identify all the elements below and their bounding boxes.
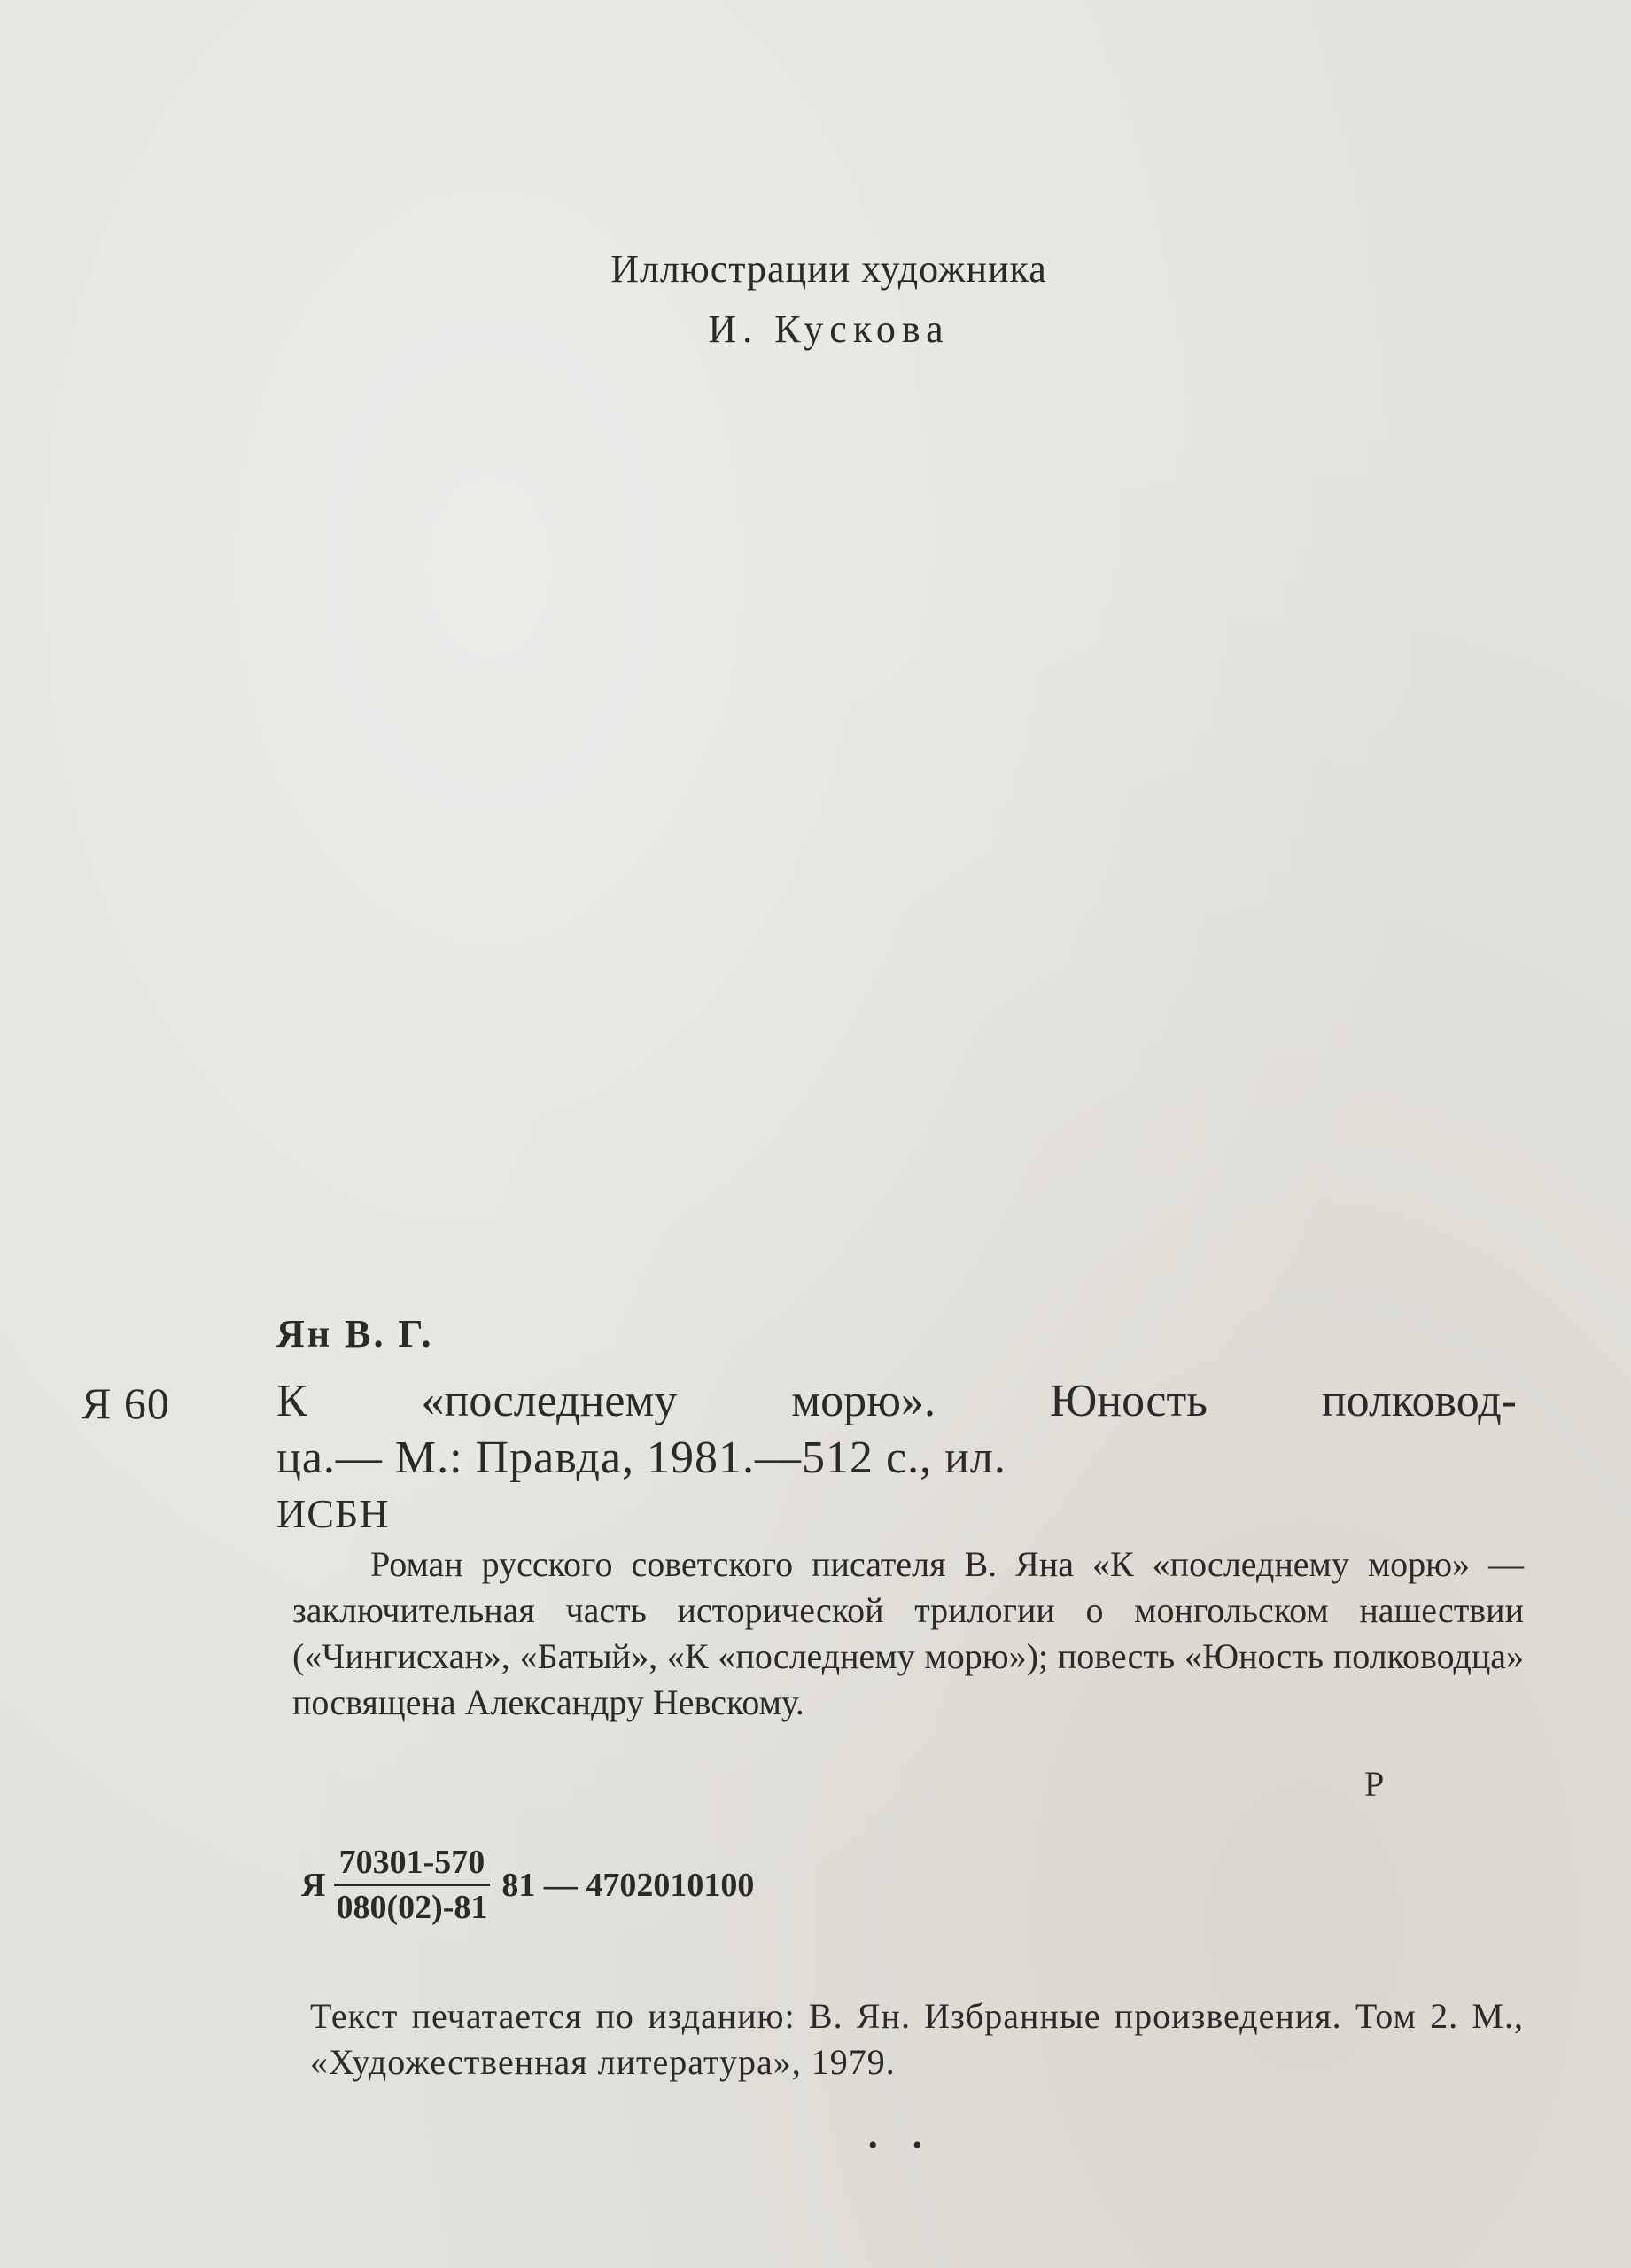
index-numerator: 70301-570 xyxy=(334,1843,491,1886)
classification-mark: Р xyxy=(1364,1764,1385,1804)
index-tail: 81 — 4702010100 xyxy=(501,1866,755,1904)
catalog-title-line2: ца.— М.: Правда, 1981.—512 с., ил. xyxy=(276,1433,1006,1483)
title-word: «последнему xyxy=(421,1376,678,1426)
isbn-label: ИСБН xyxy=(276,1491,390,1536)
catalog-author: Ян В. Г. xyxy=(276,1312,434,1355)
title-word: полковод- xyxy=(1321,1376,1517,1426)
publication-index-code xyxy=(301,1843,754,1927)
illustrator-line2: И. Кускова xyxy=(708,307,950,351)
source-note: Текст печатается по изданию: В. Ян. Избранные произведения. Том 2. М., «Художественная литература», 1979. xyxy=(310,1996,1524,2082)
title-word: Юность xyxy=(1049,1376,1208,1426)
illustrator-line1: Иллюстрации художника xyxy=(610,247,1047,291)
annotation-text: Роман русского советского писателя В. Яна «К «последнему морю» — заключительная часть исторической трилогии о монгольском нашествии («Чингисхан», «Батый», «К «последнему морю»); повесть «Юность полководца» посвящена Александру Невскому. xyxy=(292,1544,1524,1722)
catalog-title xyxy=(276,1373,1517,1487)
catalog-code: Я 60 xyxy=(82,1379,170,1428)
index-letter: Я xyxy=(301,1866,326,1904)
index-denominator: 080(02)-81 xyxy=(336,1889,488,1926)
title-word: К xyxy=(276,1376,307,1426)
annotation xyxy=(292,1542,1524,1726)
title-word: морю». xyxy=(791,1376,936,1426)
footer-dots: • • xyxy=(868,2131,936,2160)
catalog-title-line1 xyxy=(276,1373,1517,1430)
index-fraction xyxy=(330,1843,493,1927)
illustrator-credit xyxy=(0,239,1631,360)
